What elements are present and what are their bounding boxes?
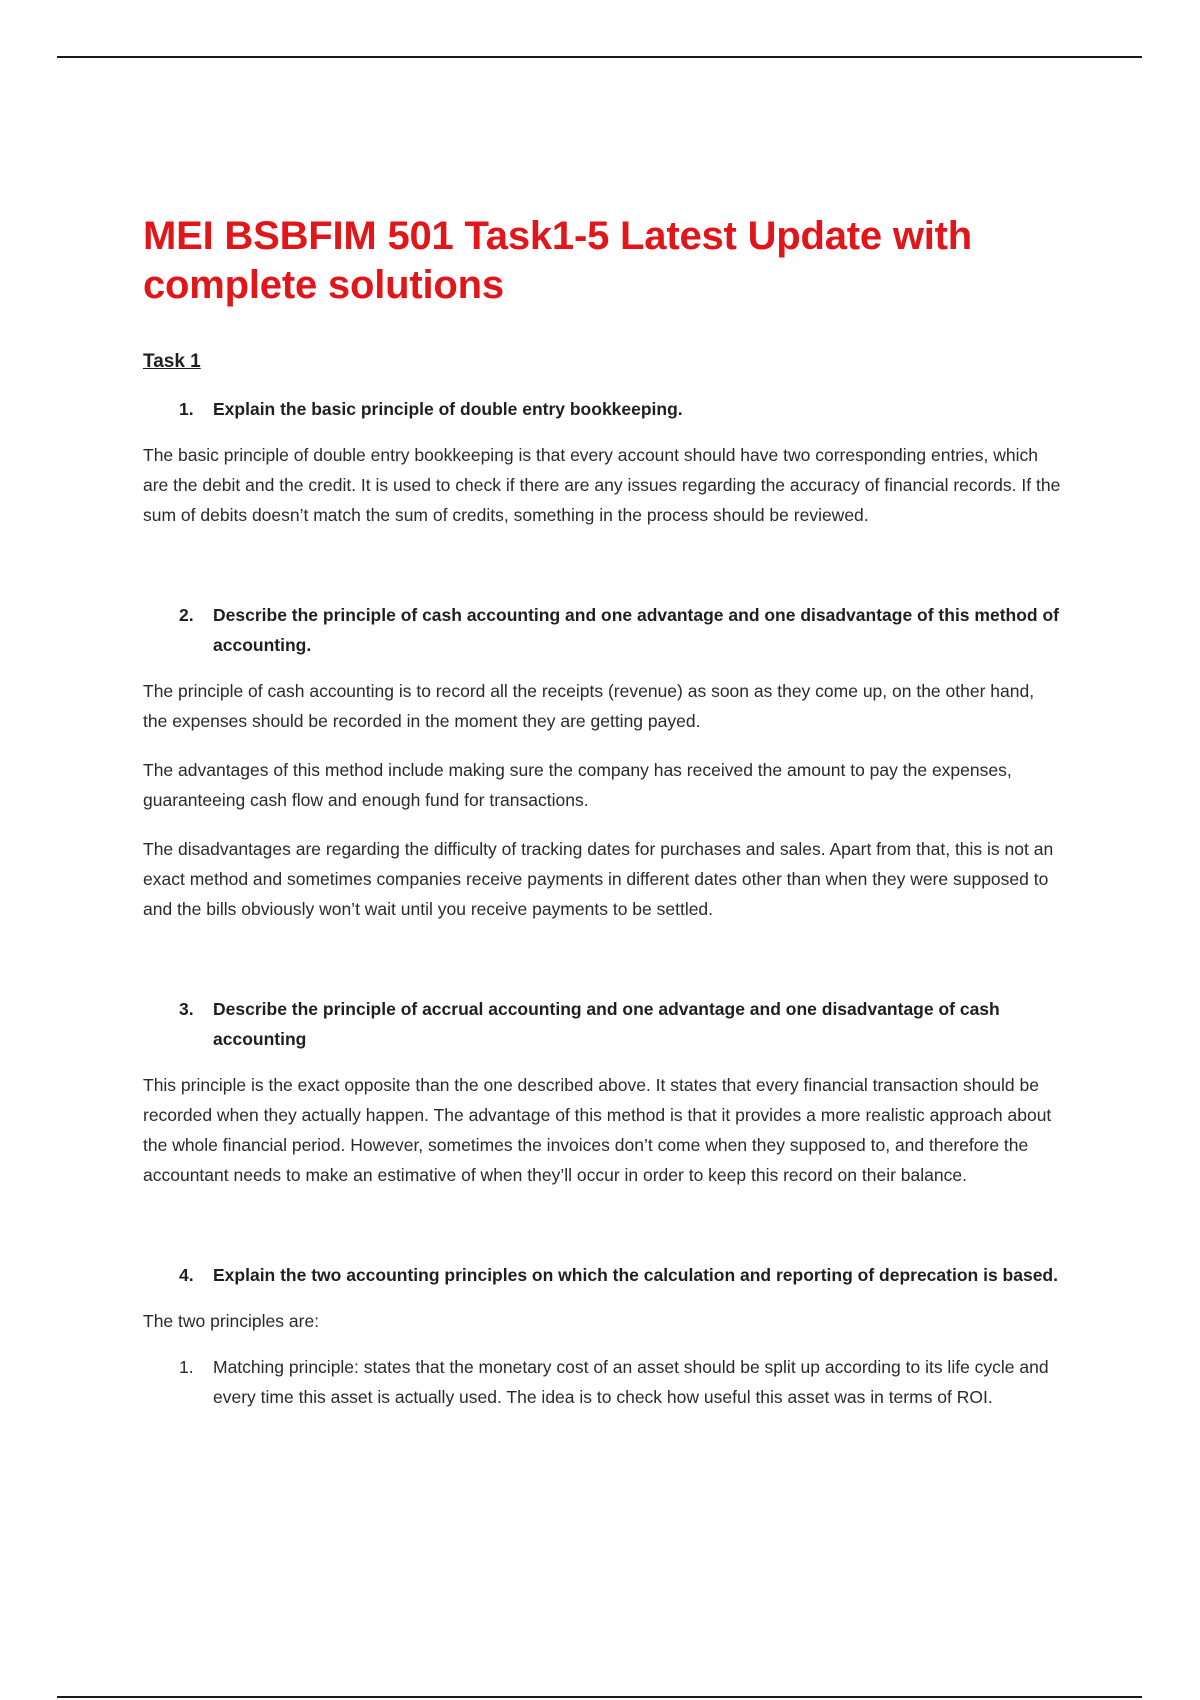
question-3-answer: This principle is the exact opposite than the one described above. It states that every financial transaction should be recorded when they actually happen. The advantage of this method is that it provides a more realistic approach about the whole financial period. However, sometimes the invoices don’t come when they supposed to, and therefore the accountant needs to make an estimative of when they’ll occur in order to keep this record on their balance.	[143, 1075, 1052, 1185]
task-heading: Task 1	[143, 351, 201, 372]
list-item-number: 1.	[179, 1357, 194, 1377]
question-3-number: 3.	[179, 999, 194, 1019]
top-rule	[57, 56, 1142, 58]
list-item	[143, 1352, 1063, 1412]
question-4-number: 4.	[179, 1265, 194, 1285]
question-1-answer: The basic principle of double entry bookkeeping is that every account should have two corresponding entries, which are the debit and the credit. It is used to check if there are any issues regarding the accuracy of financial records. If the sum of debits doesn’t match the sum of credits, something in the process should be reviewed.	[143, 445, 1061, 525]
question-1	[143, 394, 1063, 424]
question-2-text: Describe the principle of cash accounting and one advantage and one disadvantage of this method of accounting.	[213, 605, 1059, 655]
question-4-text: Explain the two accounting principles on which the calculation and reporting of deprecation is based.	[213, 1265, 1058, 1285]
question-4	[143, 1260, 1063, 1290]
question-2-answer-advantages: The advantages of this method include making sure the company has received the amount to pay the expenses, guaranteeing cash flow and enough fund for transactions.	[143, 760, 1012, 810]
question-2-answer-disadvantages: The disadvantages are regarding the difficulty of tracking dates for purchases and sales. Apart from that, this is not an exact method and sometimes companies receive payments in different dates other than when they were supposed to and the bills obviously won’t wait until you receive payments to be settled.	[143, 839, 1054, 919]
question-3	[143, 994, 1063, 1054]
question-2	[143, 600, 1063, 660]
question-2-number: 2.	[179, 605, 194, 625]
question-1-text: Explain the basic principle of double entry bookkeeping.	[213, 399, 683, 419]
bottom-rule	[57, 1696, 1142, 1698]
document-title: MEI BSBFIM 501 Task1-5 Latest Update with complete solutions	[143, 214, 973, 307]
question-4-intro: The two principles are:	[143, 1311, 320, 1331]
question-1-number: 1.	[179, 399, 194, 419]
list-item-text: Matching principle: states that the monetary cost of an asset should be split up according to its life cycle and every time this asset is actually used. The idea is to check how useful this asset was in terms of ROI.	[213, 1357, 1049, 1407]
question-2-answer-principle: The principle of cash accounting is to record all the receipts (revenue) as soon as they come up, on the other hand, the expenses should be recorded in the moment they are getting payed.	[143, 681, 1035, 731]
document-page	[143, 212, 1063, 1412]
question-3-text: Describe the principle of accrual accounting and one advantage and one disadvantage of cash accounting	[213, 999, 1000, 1049]
